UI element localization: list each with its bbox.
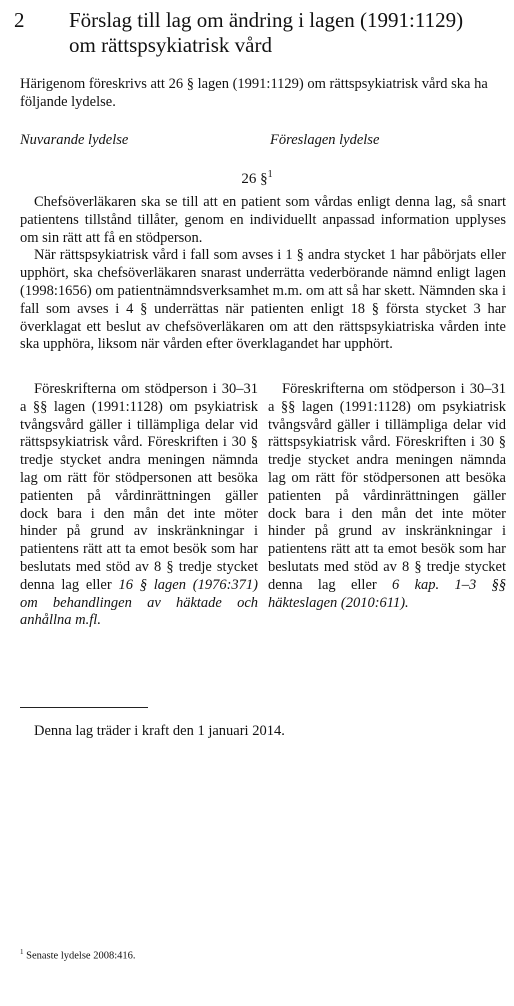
current-version-italic: 16 § lagen (1976:371) om behandlingen av häktade och anhållna m.fl. xyxy=(20,576,259,629)
effective-date-text: Denna lag träder i kraft den 1 januari 2014. xyxy=(34,723,285,739)
current-version-paragraph xyxy=(20,381,258,630)
proposed-version-paragraph xyxy=(268,381,506,612)
proposed-version-label: Föreslagen lydelse xyxy=(270,132,380,148)
common-paragraph-2: När rättspsykiatrisk vård i fall som avses i 1 § andra stycket 1 har påbörjats eller upphört, ska chefsöverläkaren snarast underrätta vederbörande nämnd enligt lagen (1998:1656) om patientnämndsverksamhet m.m. om att så har skett. Nämnden ska i fall som avses i 4 § underrättas när patienten enligt 18 § första stycket 3 har överklagat ett beslut av chefsöverläkaren om att den rättspsykiatriska vården inte ska upphöra, liksom när vården efter överklagandet har upphört. xyxy=(20,247,506,353)
footnote xyxy=(20,948,135,962)
proposed-version-text: Föreskrifterna om stödperson i 30–31 a §§ lagen (1991:1128) om psykiatrisk tvångsvård gäller i tillämpliga delar vid rättspsykiatrisk vård. Föreskriften i 30 § tredje stycket andra meningen nämnda lag om rätt för stödpersonen att besöka patienten på vårdinrättningen gäller dock bara i den mån det inte möter hinder på grund av inskränkningar i patientens rätt att ta emot besök som har beslutats med stöd av 8 § tredje stycket denna lag eller xyxy=(268,381,506,593)
paragraph-heading xyxy=(0,171,514,188)
title-line-2: om rättspsykiatrisk vård xyxy=(69,33,272,57)
footnote-reference: 1 xyxy=(267,169,273,180)
common-paragraph-1: Chefsöverläkaren ska se till att en patient som vårdas enligt denna lag, så snart patientens tillstånd tillåter, genom en individuellt anpassad information upplyses om sin rätt att få en stödperson. xyxy=(20,194,506,246)
paragraph-label: 26 § xyxy=(241,171,268,187)
proposed-version-column xyxy=(268,381,506,612)
footnote-text: Senaste lydelse 2008:416. xyxy=(23,950,136,962)
common-text xyxy=(20,194,506,354)
section-number: 2 xyxy=(14,8,25,32)
document-title xyxy=(69,8,509,58)
current-version-label: Nuvarande lydelse xyxy=(20,132,129,148)
intro-paragraph: Härigenom föreskrivs att 26 § lagen (1991:1129) om rättspsykiatrisk vård ska ha följande lydelse. xyxy=(20,76,488,110)
footnote-mark: 1 xyxy=(20,948,24,956)
divider-rule xyxy=(20,707,148,708)
current-version-text: Föreskrifterna om stödperson i 30–31 a §§ lagen (1991:1128) om psykiatrisk tvångsvård gäller i tillämpliga delar vid rättspsykiatrisk vård. Föreskriften i 30 § tredje stycket andra meningen nämnda lag om rätt för stödpersonen att besöka patienten på vårdinrättningen gäller dock bara i den mån det inte möter hinder på grund av inskränkningar i patientens rätt att ta emot besök som har beslutats med stöd av 8 § tredje stycket denna lag eller xyxy=(20,381,258,593)
current-version-column xyxy=(20,381,258,630)
title-line-1: Förslag till lag om ändring i lagen (1991:1129) xyxy=(69,8,464,32)
proposed-version-italic: 6 kap. 1–3 §§ häkteslagen (2010:611). xyxy=(268,576,506,611)
